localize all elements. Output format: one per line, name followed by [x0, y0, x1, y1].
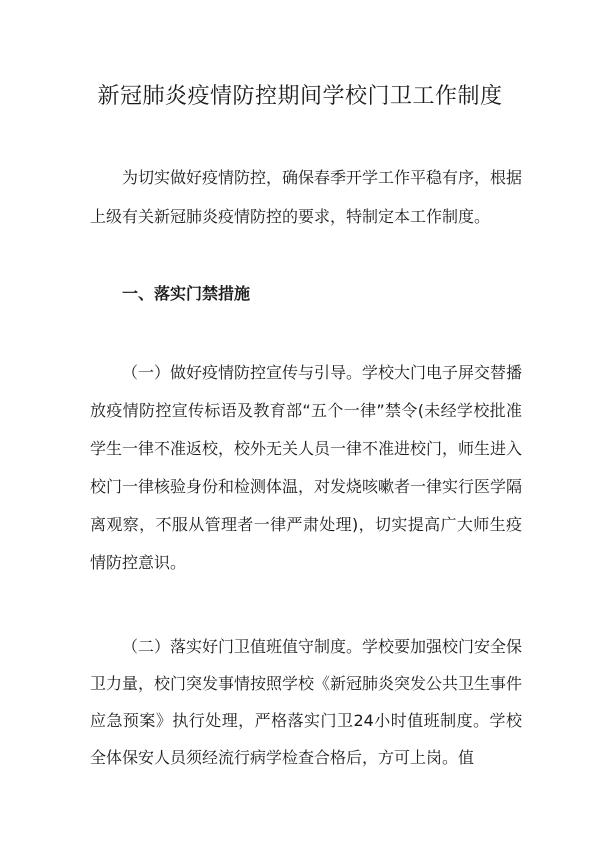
section-paragraph-2: （二）落实好门卫值班值守制度。学校要加强校门安全保卫力量，校门突发事情按照学校《新冠肺炎突发公共卫生事件应急预案》执行处理，严格落实门卫24小时值班制度。学校全体保安人员须经流行病学检查合格后，方可上岗。值: [90, 637, 523, 767]
intro-paragraph: 为切实做好疫情防控，确保春季开学工作平稳有序，根据上级有关新冠肺炎疫情防控的要求，特制定本工作制度。: [90, 168, 523, 226]
document-title: 新冠肺炎疫情防控期间学校门卫工作制度: [97, 84, 503, 109]
section-paragraph-1: （一）做好疫情防控宣传与引导。学校大门电子屏交替播放疫情防控宣传标语及教育部“五个一律”禁令(未经学校批准学生一律不准返校，校外无关人员一律不准进校门，师生进入校门一律核验身份和检测体温，对发烧咳嗽者一律实行医学隔离观察，不服从管理者一律严肃处理)，切实提高广大师生疫情防控意识。: [90, 363, 523, 572]
section-heading: 一、落实门禁措施: [122, 284, 251, 303]
